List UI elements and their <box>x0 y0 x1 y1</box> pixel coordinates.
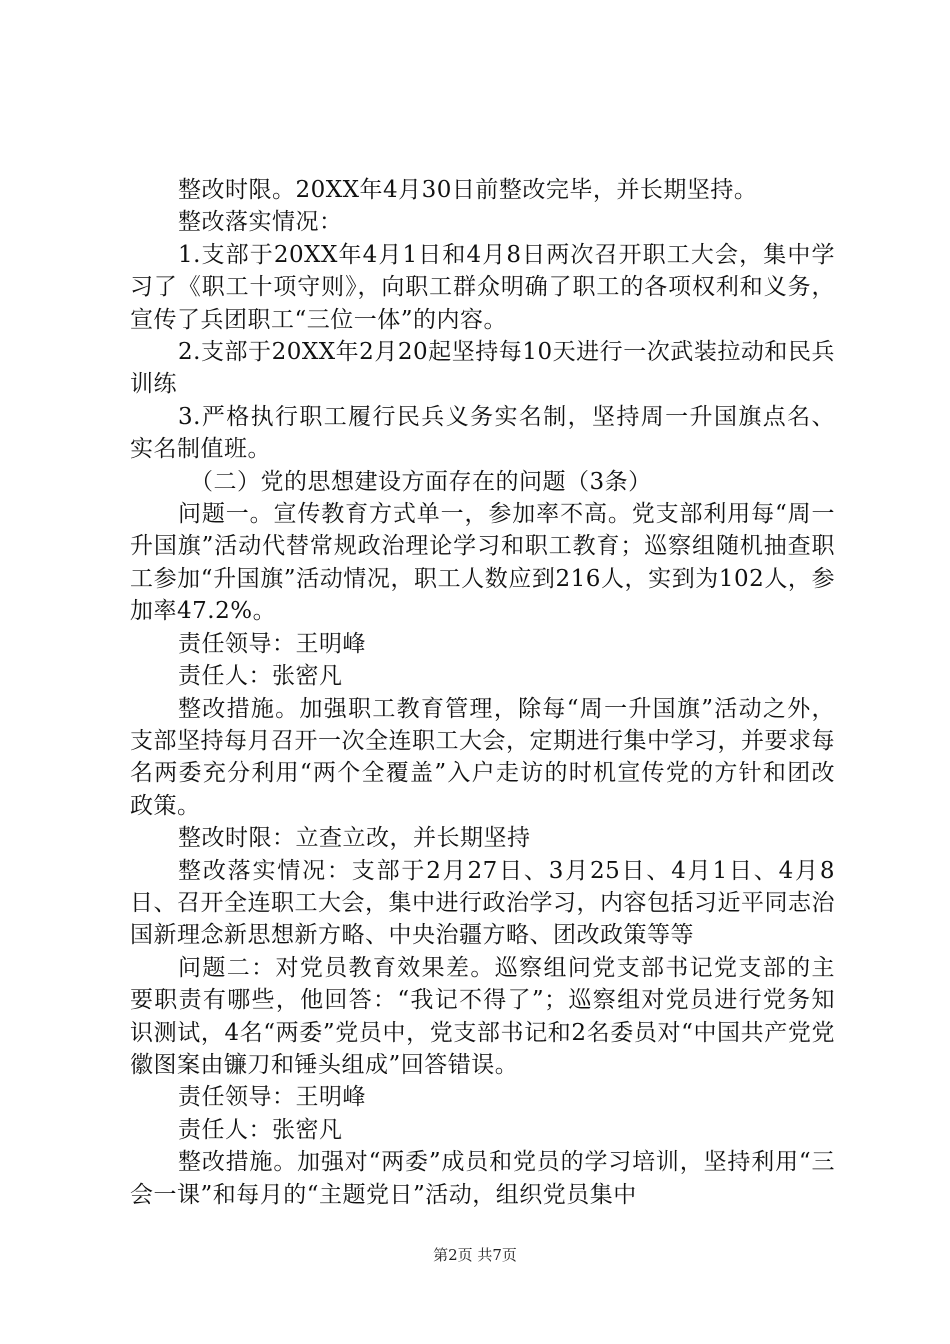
section-heading: （二）党的思想建设方面存在的问题（3条） <box>190 468 652 495</box>
paragraph-item-1: 1.支部于20XX年4月1日和4月8日两次召开职工大会，集中学习了《职工十项守则》，向职工群众明确了职工的各项权利和义务，宣传了兵团职工“三位一体”的内容。 <box>130 241 835 333</box>
paragraph-problem-1: 问题一。宣传教育方式单一，参加率不高。党支部利用每“周一升国旗”活动代替常规政治理论学习和职工教育；巡察组随机抽查职工参加“升国旗”活动情况，职工人数应到216人，实到为102人，参加率47.2%。 <box>130 501 835 625</box>
paragraph-item-2: 2.支部于20XX年2月20起坚持每10天进行一次武装拉动和民兵训练 <box>130 339 835 398</box>
paragraph-responsible-leader-1: 责任领导：王明峰 <box>178 630 366 657</box>
paragraph-problem-2: 问题二：对党员教育效果差。巡察组问党支部书记党支部的主要职责有哪些，他回答：“我记不得了”；巡察组对党员进行党务知识测试，4名“两委”党员中，党支部书记和2名委员对“中国共产党党徽图案由镰刀和锤头组成”回答错误。 <box>130 954 835 1078</box>
paragraph-responsible-person-2: 责任人：张密凡 <box>178 1116 343 1143</box>
paragraph-implementation-2: 整改落实情况：支部于2月27日、3月25日、4月1日、4月8日、召开全连职工大会，集中进行政治学习，内容包括习近平同志治国新理念新思想新方略、中央治疆方略、团改政策等等 <box>130 857 835 949</box>
paragraph-implementation-heading-1: 整改落实情况： <box>178 209 343 236</box>
paragraph-deadline-1: 整改时限。20XX年4月30日前整改完毕，并长期坚持。 <box>178 177 758 203</box>
page-footer: 第2页 共7页 <box>433 1246 517 1264</box>
paragraph-deadline-2: 整改时限：立查立改，并长期坚持 <box>178 825 531 852</box>
paragraph-item-3: 3.严格执行职工履行民兵义务实名制，坚持周一升国旗点名、实名制值班。 <box>130 403 835 463</box>
paragraph-responsible-leader-2: 责任领导：王明峰 <box>178 1084 366 1111</box>
paragraph-measures-2: 整改措施。加强对“两委”成员和党员的学习培训，坚持利用“三会一课”和每月的“主题党日”活动，组织党员集中 <box>130 1149 835 1208</box>
paragraph-responsible-person-1: 责任人：张密凡 <box>178 663 343 690</box>
document-body <box>130 174 835 1211</box>
paragraph-measures-1: 整改措施。加强职工教育管理，除每“周一升国旗”活动之外，支部坚持每月召开一次全连职工大会，定期进行集中学习，并要求每名两委充分利用“两个全覆盖”入户走访的时机宣传党的方针和团改政策。 <box>130 695 835 819</box>
